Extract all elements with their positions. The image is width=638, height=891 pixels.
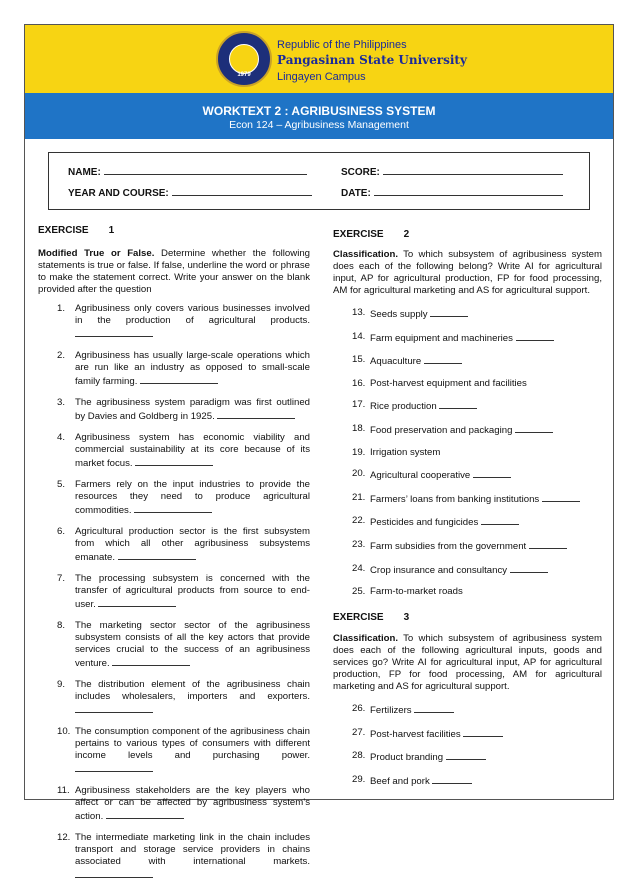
- score-field[interactable]: [341, 165, 563, 178]
- answer-blank[interactable]: [481, 515, 519, 525]
- item-text: Farm equipment and machineries: [370, 332, 513, 344]
- exercise-1-heading: [38, 225, 310, 237]
- answer-blank[interactable]: [134, 503, 212, 513]
- answer-blank[interactable]: [135, 456, 213, 466]
- list-item: [333, 331, 602, 345]
- item-number: 10.: [57, 726, 71, 737]
- answer-blank[interactable]: [432, 774, 472, 784]
- worktext-title: WORKTEXT 2 : AGRIBUSINESS SYSTEM: [202, 104, 436, 118]
- list-item: [38, 479, 310, 517]
- item-number: 16.: [352, 377, 366, 389]
- item-number: 7.: [57, 573, 66, 584]
- answer-blank[interactable]: [510, 563, 548, 573]
- date-blank[interactable]: [374, 186, 563, 196]
- item-text: Agricultural cooperative: [370, 470, 471, 482]
- exercise-2-instr-title: Classification.: [333, 249, 399, 260]
- item-number: 20.: [352, 468, 366, 480]
- name-label: NAME:: [68, 167, 101, 178]
- answer-blank[interactable]: [112, 656, 190, 666]
- item-text: Seeds supply: [370, 309, 428, 320]
- name-field[interactable]: [68, 165, 307, 178]
- item-number: 28.: [352, 750, 366, 762]
- item-number: 11.: [57, 785, 70, 796]
- item-text: Irrigation system: [370, 446, 441, 458]
- answer-blank[interactable]: [439, 399, 477, 409]
- list-item: [38, 620, 310, 670]
- list-item: [333, 586, 602, 598]
- student-info-box: [48, 152, 590, 210]
- republic-line: Republic of the Philippines: [277, 39, 407, 51]
- item-text: Agribusiness system has economic viability and commercial sustainability at its core because of its market focus.: [75, 432, 310, 469]
- answer-blank[interactable]: [516, 331, 554, 341]
- item-text: The marketing sector sector of the agribusiness subsystem consists of all the key actors that provide services crucial to the success of an agribusiness venture.: [75, 620, 310, 669]
- item-text: The processing subsystem is concerned with the transfer of agricultural products from source to end-user.: [75, 573, 310, 610]
- answer-blank[interactable]: [515, 423, 553, 433]
- list-item: [333, 492, 602, 506]
- item-text: The distribution element of the agribusiness chain includes wholesalers, importers and exporters.: [75, 679, 310, 702]
- item-number: 24.: [352, 562, 366, 574]
- exercise-3-number: 3: [403, 612, 410, 624]
- exercise-1-list: [38, 303, 310, 882]
- item-text: The consumption component of the agribusiness chain pertains to various types of consumers with different income levels and purchasing power.: [75, 726, 310, 761]
- exercise-2-heading: [333, 229, 602, 241]
- answer-blank[interactable]: [446, 750, 486, 760]
- list-item: [333, 378, 602, 390]
- item-number: 13.: [352, 307, 366, 318]
- exercise-3-instructions: [333, 633, 602, 693]
- item-text: Rice production: [370, 401, 437, 413]
- item-text: Agribusiness only covers various businesses involved in the production of agricultural products.: [75, 303, 310, 326]
- list-item: [38, 397, 310, 423]
- list-item: [38, 573, 310, 611]
- seal-lion-emblem: [229, 44, 259, 74]
- answer-blank[interactable]: [118, 550, 196, 560]
- item-text: Farm subsidies from the government: [370, 540, 527, 552]
- item-number: 23.: [352, 538, 366, 550]
- list-item: [333, 750, 602, 764]
- list-item: [333, 447, 602, 459]
- name-blank[interactable]: [104, 165, 307, 175]
- item-number: 2.: [57, 350, 66, 361]
- item-text: The intermediate marketing link in the chain includes transport and storage service providers in chains associated with international markets.: [75, 832, 310, 867]
- item-number: 15.: [352, 354, 366, 366]
- answer-blank[interactable]: [140, 374, 218, 384]
- list-item: [38, 350, 310, 388]
- item-text: Crop insurance and consultancy: [370, 564, 508, 576]
- item-number: 1.: [57, 303, 66, 314]
- answer-blank[interactable]: [98, 597, 176, 607]
- answer-blank[interactable]: [529, 539, 567, 549]
- date-field[interactable]: [341, 186, 563, 199]
- item-number: 22.: [352, 515, 366, 527]
- date-label: DATE:: [341, 188, 371, 199]
- list-item: [333, 563, 602, 577]
- exercise-1-instr-title: Modified True or False.: [38, 248, 155, 259]
- item-text: Product branding: [370, 752, 444, 764]
- item-number: 19.: [352, 446, 366, 458]
- list-item: [38, 726, 310, 776]
- exercise-1-label: EXERCISE: [38, 225, 89, 236]
- item-number: 9.: [57, 679, 66, 690]
- item-text: Beef and pork: [370, 775, 430, 787]
- list-item: [333, 515, 602, 529]
- answer-blank[interactable]: [75, 868, 153, 878]
- item-text: Post-harvest equipment and facilities: [370, 377, 527, 389]
- exercise-2-list: [333, 307, 602, 598]
- answer-blank[interactable]: [75, 327, 153, 337]
- year-course-field[interactable]: [68, 186, 312, 199]
- list-item: [38, 303, 310, 341]
- exercise-3-heading: [333, 612, 602, 624]
- score-blank[interactable]: [383, 165, 563, 175]
- item-number: 21.: [352, 491, 366, 503]
- exercise-2-number: 2: [403, 229, 410, 240]
- list-item: [333, 539, 602, 553]
- answer-blank[interactable]: [542, 492, 580, 502]
- item-text: Farmers’ loans from banking institutions: [370, 493, 540, 505]
- exercise-1-number: 1: [108, 225, 115, 236]
- seal-year: 1979: [237, 72, 251, 78]
- answer-blank[interactable]: [106, 809, 184, 819]
- exercise-1-instructions: [38, 248, 310, 296]
- item-number: 25.: [352, 586, 366, 598]
- list-item: [38, 785, 310, 823]
- item-number: 5.: [57, 479, 66, 490]
- exercise-1-instr-text: Determine whether the following statements is true or false. If false, underline the word or phrase to make the statement correct. Write your answer on the blank provided after the question: [38, 248, 311, 295]
- item-number: 12.: [57, 832, 71, 843]
- list-item: [333, 727, 602, 741]
- item-text: Pesticides and fungicides: [370, 517, 479, 529]
- exercise-2-instructions: [333, 249, 602, 297]
- exercise-2-label: EXERCISE: [333, 229, 384, 240]
- list-item: [38, 526, 310, 564]
- exercise-3-label: EXERCISE: [333, 612, 384, 624]
- item-number: 4.: [57, 432, 66, 443]
- title-banner: [25, 93, 613, 139]
- answer-blank[interactable]: [463, 727, 503, 737]
- list-item: [333, 774, 602, 788]
- university-seal-icon: [216, 31, 272, 87]
- item-text: Farmers rely on the input industries to provide the resources they need to produce agricultural commodities.: [75, 479, 310, 516]
- exercise-2-column: [333, 229, 602, 798]
- exercise-3-instr-title: Classification.: [333, 633, 399, 645]
- exercise-3-instr-text: To which subsystem of agribusiness system does each of the following agricultural inputs, goods and services go? Write AI for agricultural input, AP for agricultural production, FP for food processing, AM for agricultural marketing and AS for agricultural support.: [333, 633, 602, 693]
- list-item: [333, 468, 602, 482]
- list-item: [333, 703, 602, 717]
- item-text: Post-harvest facilities: [370, 728, 461, 740]
- item-number: 27.: [352, 726, 366, 738]
- answer-blank[interactable]: [414, 703, 454, 713]
- item-text: Agricultural production sector is the first subsystem from which all other agribusiness subsystems emanate.: [75, 526, 310, 563]
- item-number: 17.: [352, 399, 366, 411]
- year-course-blank[interactable]: [172, 186, 312, 196]
- answer-blank[interactable]: [424, 354, 462, 364]
- item-text: Aquaculture: [370, 356, 422, 368]
- item-number: 18.: [352, 422, 366, 434]
- year-course-label: YEAR AND COURSE:: [68, 188, 169, 199]
- answer-blank[interactable]: [217, 409, 295, 419]
- item-number: 14.: [352, 330, 366, 342]
- list-item: [38, 832, 310, 882]
- exercise-1-column: [38, 225, 310, 891]
- item-number: 6.: [57, 526, 66, 537]
- item-number: 26.: [352, 703, 366, 715]
- answer-blank[interactable]: [75, 762, 153, 772]
- campus-name: Lingayen Campus: [277, 71, 366, 83]
- item-text: The agribusiness system paradigm was first outlined by Davies and Goldberg in 1925.: [75, 397, 310, 422]
- list-item: [38, 432, 310, 470]
- answer-blank[interactable]: [75, 703, 153, 713]
- exercise-3-list: [333, 703, 602, 788]
- exercise-2-instr-text: To which subsystem of agribusiness system does each of the following belong? Write AI for agricultural input, AP for agricultural production, FP for food processing, AM for agricultural marketing and AS for agricultural support.: [333, 249, 602, 296]
- list-item: [38, 679, 310, 717]
- item-number: 29.: [352, 773, 366, 785]
- item-text: Fertilizers: [370, 705, 412, 717]
- list-item: [333, 423, 602, 437]
- item-text: Agribusiness stakeholders are the key players who affect or can be affected by agribusiness system’s action.: [75, 785, 310, 822]
- item-number: 3.: [57, 397, 66, 408]
- answer-blank[interactable]: [430, 307, 468, 317]
- answer-blank[interactable]: [473, 468, 511, 478]
- item-number: 8.: [57, 620, 66, 631]
- list-item: [333, 354, 602, 368]
- score-label: SCORE:: [341, 167, 380, 178]
- item-text: Food preservation and packaging: [370, 424, 513, 436]
- item-text: Farm-to-market roads: [370, 586, 463, 598]
- list-item: [333, 307, 602, 321]
- course-subtitle: Econ 124 – Agribusiness Management: [229, 119, 409, 131]
- institution-block: [277, 38, 467, 84]
- university-name: Pangasinan State University: [277, 53, 467, 67]
- list-item: [333, 399, 602, 413]
- item-text: Agribusiness has usually large-scale operations which are run like an industry as opposed to small-scale family farming.: [75, 350, 310, 387]
